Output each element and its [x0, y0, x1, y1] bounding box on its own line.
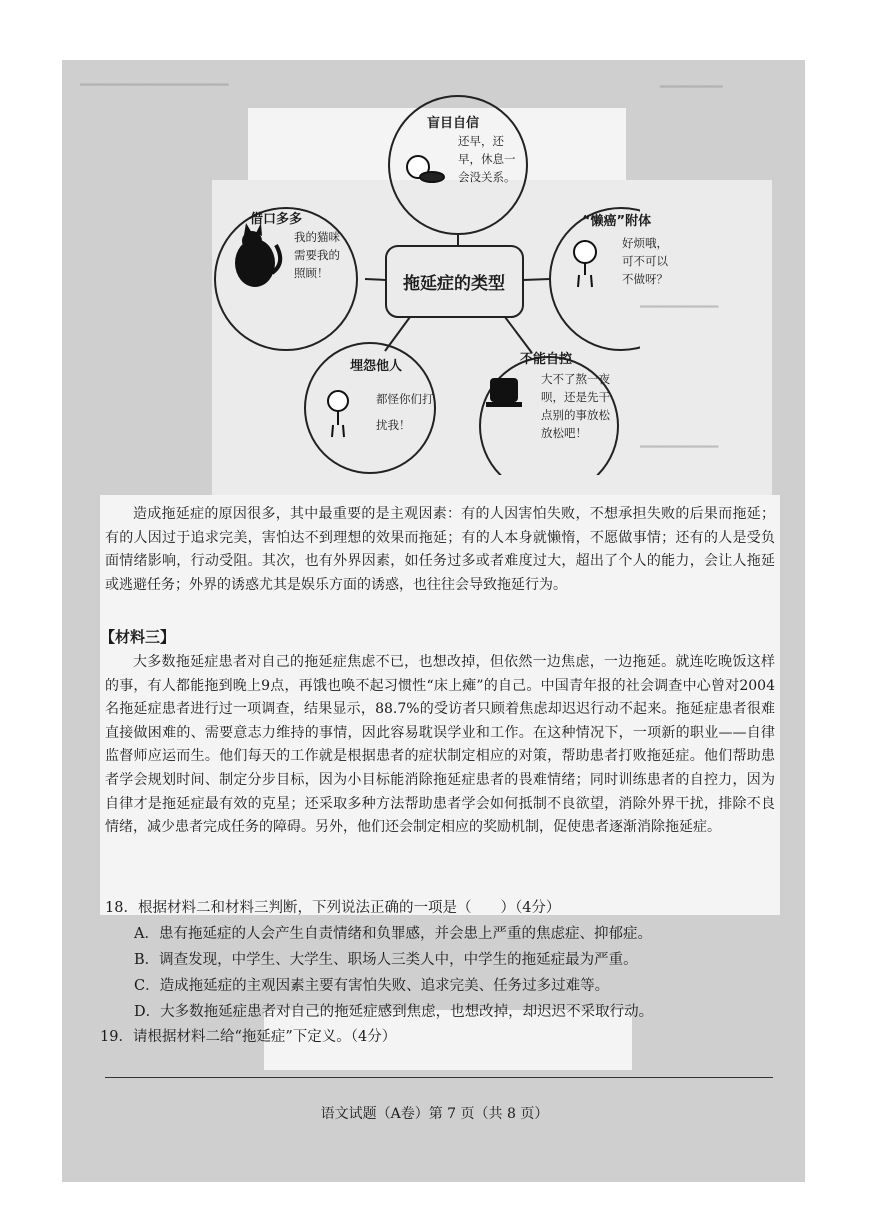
character-lying-icon	[407, 156, 444, 182]
type-quote-blind-confidence: 还早，还早，休息一会没关系。	[458, 134, 516, 184]
question-19-stem: 19．请根据材料二给“拖延症”下定义。（4分）	[100, 1029, 397, 1045]
question-18-option-b: B．调查发现，中学生、大学生、职场人三类人中，中学生的拖延症最为严重。	[134, 952, 638, 968]
type-title-blind-confidence: 盲目自信	[427, 116, 480, 131]
type-title-no-self-control: 不能自控	[520, 352, 573, 367]
bleed-through-text: ━━━━━━━━━━━━━━━━━━━	[80, 78, 229, 93]
type-quote-no-self-control: 大不了熬一夜呗，还是先干点别的事放松放松吧！	[541, 372, 610, 440]
type-title-blaming-others: 埋怨他人	[350, 359, 403, 374]
question-18-stem: 18．根据材料二和材料三判断，下列说法正确的一项是（ ）（4分）	[105, 900, 561, 916]
question-18-option-d: D．大多数拖延症患者对自己的拖延症感到焦虑，也想改掉，却迟迟不采取行动。	[134, 1004, 654, 1020]
connector-line	[365, 279, 386, 280]
type-quote-many-excuses: 我的猫咪需要我的照顾！	[294, 230, 340, 280]
material3-body: 大多数拖延症患者对自己的拖延症焦虑不已，也想改掉，但依然一边焦虑，一边拖延。就连吃晚饭这样的事，有人都能拖到晚上9点，再饿也唤不起习惯性“床上瘫”的自己。中国青年报的社会调查中心曾对2004名拖延症患者进行过一项调查，结果显示，88.7%的受访者只顾着焦虑却迟迟行动不起来。拖延症患者很难直接做困难的、需要意志力维持的事情，因此容易耽误学业和工作。在这种情况下，一项新的职业——自律监督师应运而生。他们每天的工作就是根据患者的症状制定相应的对策，帮助患者打败拖延症。他们帮助患者学会规划时间、制定分步目标，因为小目标能消除拖延症患者的畏难情绪；同时训练患者的自控力，因为自律才是拖延症最有效的克星；还采取多种方法帮助患者学会如何抵制不良欲望，消除外界干扰，排除不良情绪，减少患者完成任务的障碍。另外，他们还会制定相应的奖励机制，促使患者逐渐消除拖延症。	[105, 654, 775, 836]
type-quote-blaming-others: 都怪你们打扰我！	[376, 392, 434, 432]
page-footer: 语文试题（A卷）第 7 页（共 8 页）	[320, 1106, 549, 1122]
type-quote-lazy: 好烦哦，可不可以不做呀？	[622, 236, 668, 286]
bleed-through-text: ━━━━━━━━━━	[640, 300, 719, 315]
lazy-character-icon	[574, 241, 596, 287]
question-18-option-a: A．患有拖延症的人会产生自责情绪和负罪感，并会患上严重的焦虑症、抑郁症。	[134, 926, 652, 942]
diagram-center-label: 拖延症的类型	[403, 273, 505, 294]
cat-icon	[235, 223, 280, 287]
bleed-through-text: ━━━━━━━━	[660, 80, 723, 95]
computer-icon	[486, 378, 522, 407]
paragraph-causes: 造成拖延症的原因很多，其中最重要的是主观因素：有的人因害怕失败，不想承担失败的后果而拖延；有的人因过于追求完美，害怕达不到理想的效果而拖延；有的人本身就懒惰，不愿做事情；还有的人是受负面情绪影响，行动受阻。其次，也有外界因素，如任务过多或者难度过大，超出了个人的能力，会让人拖延或逃避任务；外界的诱惑尤其是娱乐方面的诱惑，也往往会导致拖延行为。	[105, 506, 775, 593]
connector-line	[523, 279, 550, 280]
type-title-many-excuses: 借口多多	[250, 212, 303, 227]
bleed-through-text: ━━━━━━━━━━	[640, 440, 719, 455]
material3-heading: 【材料三】	[100, 628, 176, 646]
type-title-lazy: “懒癌”附体	[582, 214, 652, 229]
blaming-character-icon	[328, 391, 348, 437]
footer-divider	[105, 1077, 773, 1078]
question-18-option-c: C．造成拖延症的主观因素主要有害怕失败、追求完美、任务过多过难等。	[134, 978, 610, 994]
